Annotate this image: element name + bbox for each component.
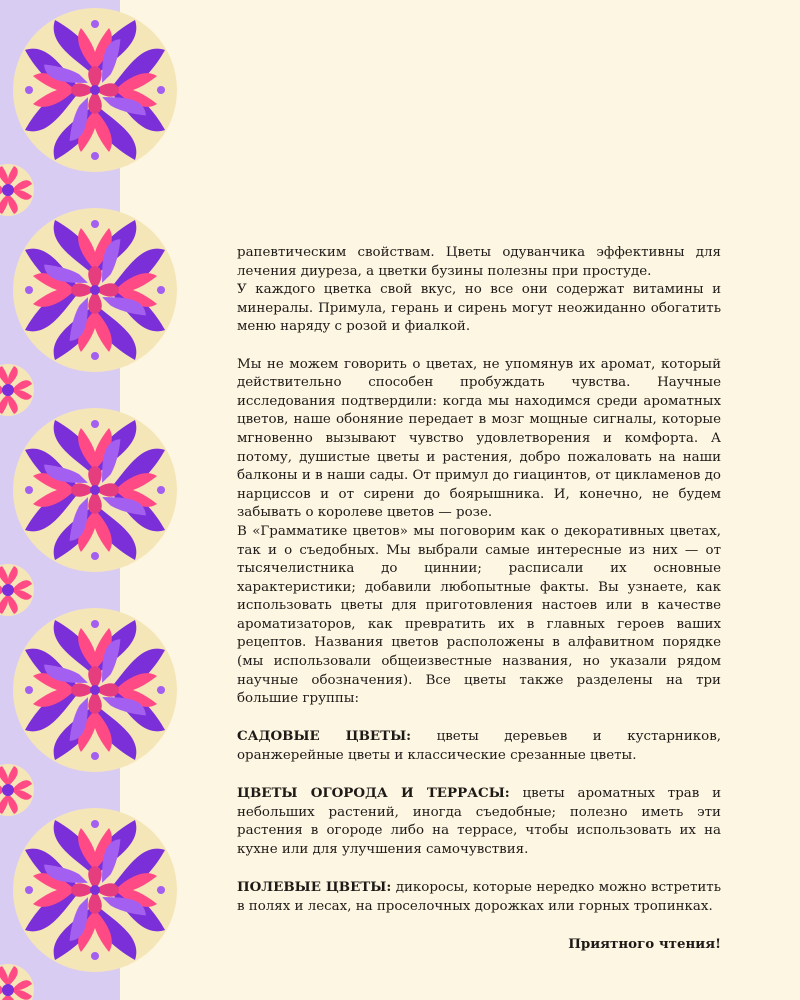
paragraph: В «Грамматике цветов» мы поговорим как о декоративных цветах, так и о съедобных. Мы выбрали самые интересные из них — от тысячелистника до циннии; расписали их основные характеристики; добавили любопытные факты. Вы узнаете, как использовать цветы для приготовления настоев или в качестве ароматизаторов, как превратить их в главных героев ваших рецептов. Названия цветов расположены в алфавитном порядке (мы использовали общеизвестные названия, но указали рядом научные обозначения). Все цветы также разделены на три большие группы: [237,523,721,707]
group-title: САДОВЫЕ ЦВЕТЫ: [237,728,412,745]
flower-mandala-icon [13,8,177,172]
body-text [237,244,721,954]
group-wild [237,878,721,916]
flower-mandala-icon [13,608,177,772]
closing-line: Приятного чтения! [568,935,721,952]
group-kitchen-garden [237,784,721,859]
group-title: ЦВЕТЫ ОГОРОДА И ТЕРРАСЫ: [237,785,510,802]
paragraph: рапевтическим свойствам. Цветы одуванчика эффективны для лечения диуреза, а цветки бузины полезны при простуде. [237,245,721,279]
group-description: дикоросы, которые нередко можно встретить в полях и лесах, на проселочных дорожках или горных тропинках. [237,880,721,914]
paragraph: У каждого цветка свой вкус, но все они содержат витамины и минералы. Примула, герань и сирень могут неожиданно обогатить меню наряду с розой и фиалкой. [237,282,721,335]
group-garden [237,727,721,765]
paragraph: Мы не можем говорить о цветах, не упомянув их аромат, который действительно способен пробуждать чувства. Научные исследования подтвердили: когда мы находимся среди ароматных цветов, наше обоняние передает в мозг мощные сигналы, которые мгновенно вызывают чувство удовлетворения и комфорта. А потому, душистые цветы и растения, добро пожаловать на наши балконы и в наши сады. От примул до гиацинтов, от цикламенов до нарциссов и от сирени до боярышника. И, конечно, не будем забывать о королеве цветов — розе. [237,356,721,521]
floral-border [0,0,200,1000]
group-description: цветы ароматных трав и небольших растений, иногда съедобные; полезно иметь эти растения в огороде либо на террасе, чтобы использовать их на кухне или для улучшения самочувствия. [237,786,722,857]
group-description: цветы деревьев и кустарников, оранжерейные цветы и классические срезанные цветы. [237,729,722,764]
flower-mandala-icon [13,208,177,372]
flower-mandala-icon [13,808,177,972]
group-title: ПОЛЕВЫЕ ЦВЕТЫ: [237,879,392,896]
flower-mandala-icon [13,408,177,572]
